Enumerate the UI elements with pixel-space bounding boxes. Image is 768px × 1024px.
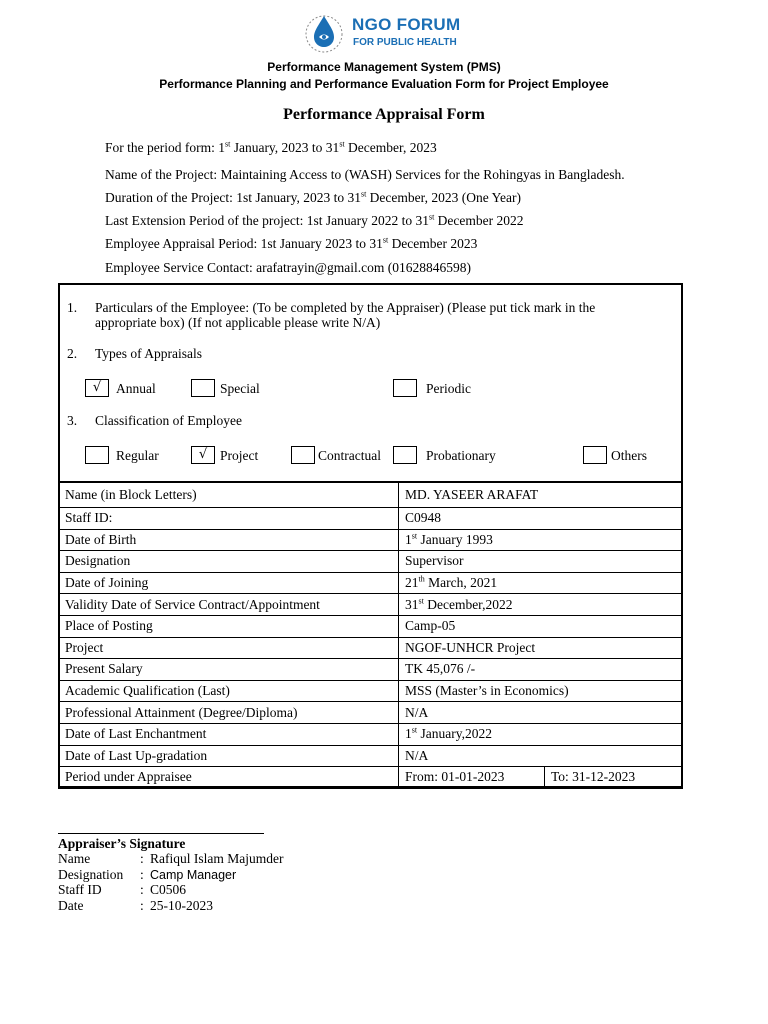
section-2-number: 2. <box>67 346 78 361</box>
signature-designation-row: Designation : Camp Manager <box>58 867 237 882</box>
ngo-forum-logo <box>300 10 480 54</box>
signature-line <box>58 833 264 834</box>
table-row <box>59 745 683 767</box>
contractual-label: Contractual <box>318 448 381 463</box>
period-line: For the period form: 1st January, 2023 to 31st December, 2023 <box>105 139 437 155</box>
period-from: From: 01-01-2023 <box>399 767 545 789</box>
table-row <box>59 659 683 681</box>
probationary-checkbox[interactable] <box>393 446 417 464</box>
form-title: Performance Appraisal Form <box>283 106 485 123</box>
joining-label: Date of Joining <box>59 572 399 594</box>
dob-label: Date of Birth <box>59 529 399 551</box>
salary-label: Present Salary <box>59 659 399 681</box>
others-checkbox[interactable] <box>583 446 607 464</box>
section-3-number: 3. <box>67 413 78 428</box>
project-name-line: Name of the Project: Maintaining Access to (WASH) Services for the Rohingyas in Bangladesh. <box>105 167 625 182</box>
signature-designation-key: Designation <box>58 867 124 882</box>
designation-value: Supervisor <box>399 551 683 573</box>
staff-id-label: Staff ID: <box>59 508 399 530</box>
contractual-checkbox[interactable] <box>291 446 315 464</box>
header-line-2: Performance Planning and Performance Evaluation Form for Project Employee <box>159 77 609 91</box>
period-to: To: 31-12-2023 <box>545 767 683 789</box>
joining-value: 21th March, 2021 <box>399 572 683 594</box>
others-label: Others <box>611 448 647 463</box>
enchantment-value: 1st January,2022 <box>399 723 683 745</box>
enchantment-label: Date of Last Enchantment <box>59 723 399 745</box>
signature-designation-value: Camp Manager <box>150 868 237 882</box>
water-drop-icon <box>300 10 348 54</box>
table-row <box>59 637 683 659</box>
professional-label: Professional Attainment (Degree/Diploma) <box>59 702 399 724</box>
signature-staff-row: Staff ID : C0506 <box>58 882 187 897</box>
section-1-number: 1. <box>67 300 78 315</box>
table-row <box>59 615 683 637</box>
table-row <box>59 529 683 551</box>
extension-period-line: Last Extension Period of the project: 1st January 2022 to 31st December 2022 <box>105 212 524 228</box>
posting-label: Place of Posting <box>59 615 399 637</box>
table-row <box>59 572 683 594</box>
section-1-text: Particulars of the Employee: (To be completed by the Appraiser) (Please put tick mark in the appropriate box) (If not applicable please write N/A) <box>95 300 596 330</box>
table-row <box>59 680 683 702</box>
annual-checkbox[interactable]: √ <box>85 379 109 397</box>
table-row <box>59 508 683 530</box>
signature-name-value: Rafiqul Islam Majumder <box>150 851 284 866</box>
appraisal-box <box>58 283 683 788</box>
academic-value: MSS (Master’s in Economics) <box>399 680 683 702</box>
appraisal-period-line: Employee Appraisal Period: 1st January 2023 to 31st December 2023 <box>105 235 478 251</box>
table-row <box>59 723 683 745</box>
professional-value: N/A <box>399 702 683 724</box>
upgradation-value: N/A <box>399 745 683 767</box>
special-checkbox[interactable] <box>191 379 215 397</box>
signature-date-row: Date : 25-10-2023 <box>58 898 213 913</box>
project-duration-line: Duration of the Project: 1st January, 2023 to 31st December, 2023 (One Year) <box>105 189 521 205</box>
employee-details-table <box>58 481 683 789</box>
table-row <box>59 482 683 508</box>
periodic-label: Periodic <box>426 381 471 396</box>
table-row <box>59 551 683 573</box>
academic-label: Academic Qualification (Last) <box>59 680 399 702</box>
signature-staff-value: C0506 <box>150 882 187 897</box>
posting-value: Camp-05 <box>399 615 683 637</box>
validity-label: Validity Date of Service Contract/Appointment <box>59 594 399 616</box>
dob-value: 1st January 1993 <box>399 529 683 551</box>
name-value: MD. YASEER ARAFAT <box>399 482 683 508</box>
table-row <box>59 702 683 724</box>
annual-label: Annual <box>116 381 156 396</box>
table-row <box>59 594 683 616</box>
section-3-text: Classification of Employee <box>95 413 242 428</box>
periodic-checkbox[interactable] <box>393 379 417 397</box>
staff-id-value: C0948 <box>399 508 683 530</box>
special-label: Special <box>220 381 260 396</box>
logo-name: NGO FORUM <box>352 15 461 34</box>
service-contact-line: Employee Service Contact: arafatrayin@gmail.com (01628846598) <box>105 260 471 275</box>
signature-date-key: Date <box>58 898 84 913</box>
signature-name-row: Name : Rafiqul Islam Majumder <box>58 851 284 866</box>
logo-tagline: FOR PUBLIC HEALTH <box>353 37 457 48</box>
section-2-text: Types of Appraisals <box>95 346 203 361</box>
designation-label: Designation <box>59 551 399 573</box>
upgradation-label: Date of Last Up-gradation <box>59 745 399 767</box>
project-checkbox[interactable]: √ <box>191 446 215 464</box>
validity-value: 31st December,2022 <box>399 594 683 616</box>
header-line-1: Performance Management System (PMS) <box>267 60 501 74</box>
salary-value: TK 45,076 /- <box>399 659 683 681</box>
signature-title: Appraiser’s Signature <box>58 836 186 851</box>
project-row-label: Project <box>59 637 399 659</box>
regular-label: Regular <box>116 448 159 463</box>
period-label: Period under Appraisee <box>59 767 399 789</box>
table-row <box>59 767 683 789</box>
probationary-label: Probationary <box>426 448 496 463</box>
signature-name-key: Name <box>58 851 91 866</box>
signature-date-value: 25-10-2023 <box>150 898 213 913</box>
name-label: Name (in Block Letters) <box>59 482 399 508</box>
project-label: Project <box>220 448 259 463</box>
signature-staff-key: Staff ID <box>58 882 102 897</box>
regular-checkbox[interactable] <box>85 446 109 464</box>
project-row-value: NGOF-UNHCR Project <box>399 637 683 659</box>
